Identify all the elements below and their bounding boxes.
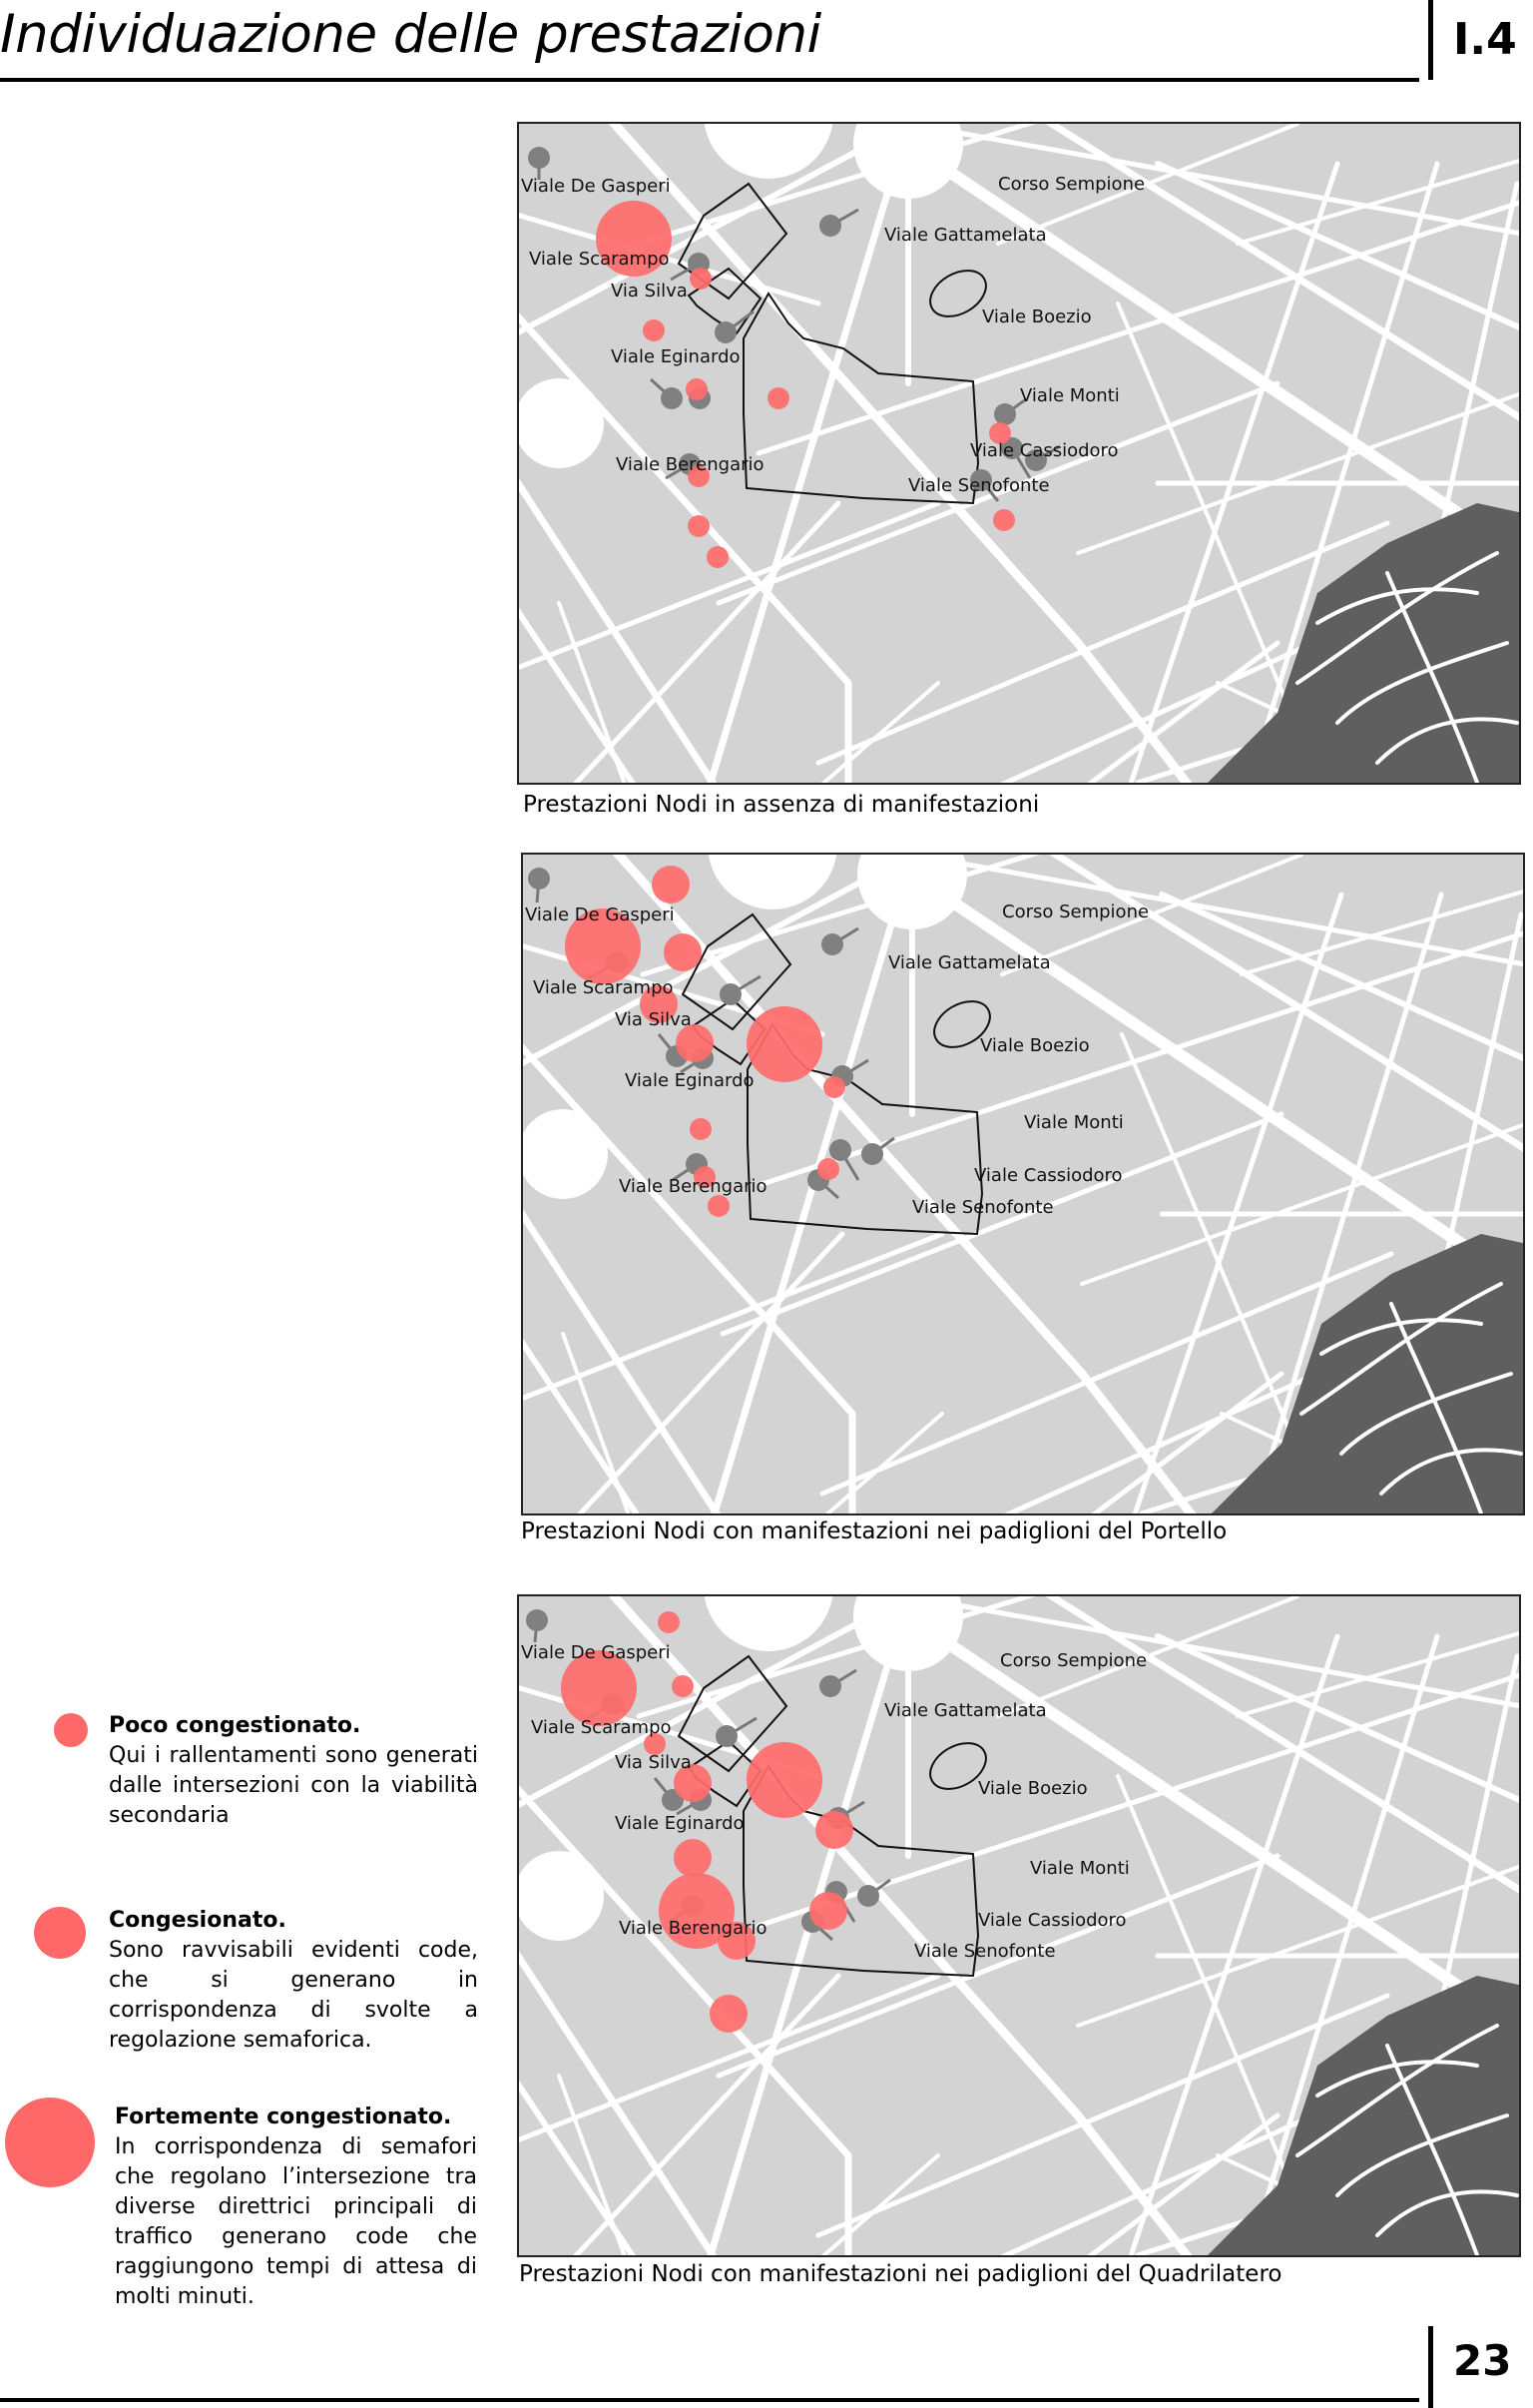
congestion-marker-low	[688, 515, 710, 537]
congestion-marker-medium	[809, 1892, 847, 1930]
street-label: Viale Scarampo	[529, 249, 670, 270]
map-panel-1	[517, 122, 1521, 785]
page-number: 23	[1453, 2336, 1512, 2385]
street-label: Via Silva	[615, 1752, 692, 1773]
legend-medium-description: Sono ravvisabili evidenti code, che si generano in corrispondenza di svolte a regolazione semaforica.	[109, 1938, 478, 2053]
legend-medium-text	[109, 1906, 478, 2056]
street-label: Viale Senofonte	[914, 1941, 1056, 1962]
legend-low-dot	[54, 1713, 88, 1747]
congestion-marker-low	[672, 1675, 694, 1697]
map-canvas	[519, 124, 1521, 785]
congestion-marker-low	[658, 1611, 680, 1633]
street-label: Viale Berengario	[619, 1918, 767, 1939]
footer-rule	[0, 2398, 1419, 2402]
street-label: Viale Monti	[1024, 1112, 1124, 1133]
street-label: Corso Sempione	[1002, 902, 1150, 922]
street-label: Via Silva	[615, 1009, 692, 1030]
legend-low-description: Qui i rallentamenti sono generati dalle intersezioni con la viabilità secondaria	[109, 1743, 478, 1828]
traffic-node	[819, 1675, 841, 1697]
traffic-node	[857, 1885, 879, 1907]
street-label: Corso Sempione	[998, 174, 1146, 195]
congestion-marker-low	[708, 1195, 730, 1217]
traffic-node	[829, 1139, 851, 1161]
congestion-marker-low	[690, 268, 712, 290]
traffic-node	[994, 403, 1016, 425]
traffic-node	[528, 147, 550, 169]
map-canvas	[519, 1596, 1521, 2257]
congestion-marker-medium	[652, 866, 690, 903]
street-label: Viale Eginardo	[611, 346, 741, 367]
street-label: Viale Cassiodoro	[978, 1910, 1127, 1931]
street-label: Viale Scarampo	[533, 977, 674, 998]
congestion-marker-low	[643, 319, 665, 341]
header-divider	[1428, 0, 1433, 80]
traffic-node	[821, 933, 843, 955]
legend-high-text	[115, 2103, 477, 2312]
street-label: Corso Sempione	[1000, 1650, 1148, 1671]
traffic-node	[720, 983, 742, 1005]
congestion-marker-low	[707, 546, 729, 568]
traffic-node	[661, 387, 683, 409]
street-label: Viale Monti	[1030, 1858, 1130, 1879]
street-label: Viale Monti	[1020, 385, 1120, 406]
footer-divider	[1428, 2326, 1433, 2408]
congestion-marker-medium	[710, 1995, 748, 2033]
page-title: Individuazione delle prestazioni	[0, 4, 821, 65]
street-label: Viale Cassiodoro	[970, 440, 1119, 461]
map-caption-1: Prestazioni Nodi in assenza di manifestazioni	[523, 792, 1040, 818]
street-label: Viale De Gasperi	[525, 904, 675, 925]
traffic-node	[819, 215, 841, 237]
street-label: Viale Eginardo	[625, 1070, 755, 1091]
map-panel-2	[521, 853, 1525, 1515]
legend-high-title: Fortemente congestionato.	[115, 2105, 452, 2129]
traffic-node	[526, 1609, 548, 1631]
map-caption-2: Prestazioni Nodi con manifestazioni nei padiglioni del Portello	[521, 1518, 1228, 1544]
congestion-marker-medium	[815, 1811, 853, 1849]
street-label: Viale Boezio	[978, 1778, 1088, 1799]
street-label: Viale De Gasperi	[521, 176, 671, 197]
congestion-marker-low	[817, 1158, 839, 1180]
street-label: Viale Senofonte	[908, 475, 1050, 496]
legend-low-title: Poco congestionato.	[109, 1713, 361, 1738]
map-panel-3	[517, 1594, 1521, 2257]
congestion-marker-low	[690, 1118, 712, 1140]
legend-low-text	[109, 1711, 478, 1831]
legend-medium-title: Congesionato.	[109, 1908, 286, 1933]
traffic-node	[528, 868, 550, 890]
map-caption-3: Prestazioni Nodi con manifestazioni nei padiglioni del Quadrilatero	[519, 2261, 1282, 2287]
section-code: I.4	[1453, 14, 1517, 65]
street-label: Viale Senofonte	[912, 1197, 1054, 1218]
congestion-marker-low	[823, 1076, 845, 1098]
traffic-node	[716, 1725, 738, 1747]
legend-medium-dot	[34, 1907, 86, 1959]
congestion-marker-high	[747, 1006, 822, 1082]
congestion-marker-low	[767, 387, 789, 409]
congestion-marker-low	[686, 378, 708, 400]
map-canvas	[523, 855, 1525, 1515]
street-label: Viale Boezio	[982, 306, 1092, 327]
street-label: Viale Boezio	[980, 1035, 1090, 1056]
street-label: Viale Berengario	[619, 1176, 767, 1197]
street-label: Viale Gattamelata	[884, 1700, 1047, 1721]
street-label: Viale De Gasperi	[521, 1642, 671, 1663]
congestion-marker-low	[993, 509, 1015, 531]
congestion-marker-high	[747, 1742, 822, 1818]
street-label: Viale Scarampo	[531, 1717, 672, 1738]
congestion-marker-medium	[674, 1839, 712, 1877]
traffic-node	[861, 1143, 883, 1165]
legend-high-dot	[5, 2098, 95, 2187]
traffic-node	[715, 321, 737, 343]
street-label: Viale Cassiodoro	[974, 1165, 1123, 1186]
street-label: Via Silva	[611, 281, 688, 301]
street-label: Viale Gattamelata	[888, 952, 1051, 973]
congestion-marker-medium	[664, 933, 702, 971]
street-label: Viale Eginardo	[615, 1813, 745, 1834]
street-label: Viale Gattamelata	[884, 225, 1047, 246]
legend-high-description: In corrispondenza di semafori che regolano l’intersezione tra diverse direttrici principali di traffico generano code che raggiungono tempi di attesa di molti minuti.	[115, 2134, 477, 2309]
street-label: Viale Berengario	[616, 454, 765, 475]
header-rule	[0, 78, 1419, 82]
